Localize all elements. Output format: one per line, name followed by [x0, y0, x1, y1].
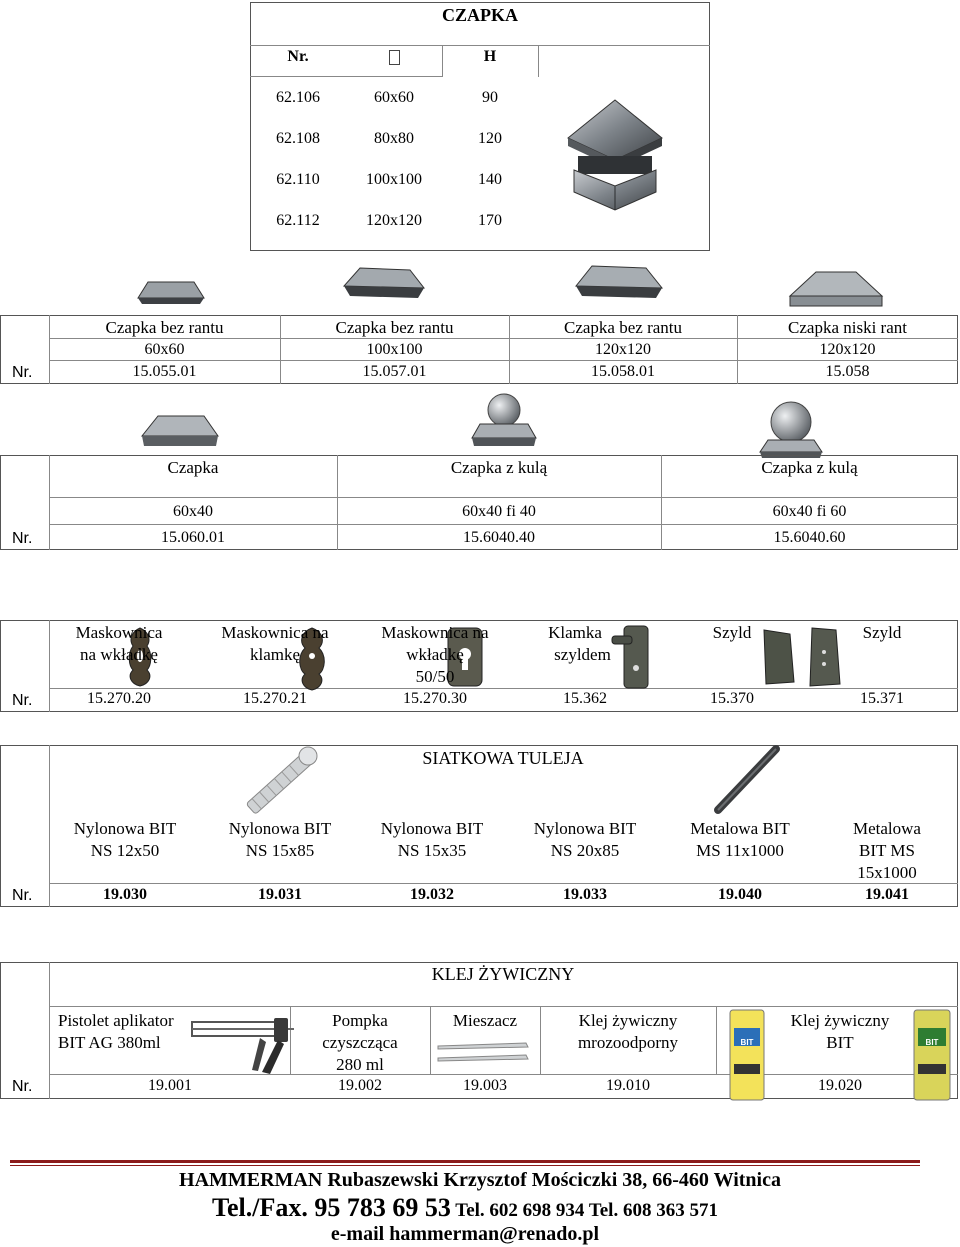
product-nr: 19.041 — [865, 886, 909, 903]
czapka-row-h: 90 — [482, 89, 498, 106]
footer-fax: Tel./Fax. 95 783 69 53 — [212, 1193, 451, 1222]
row-divider — [49, 497, 958, 498]
product-nr: 15.6040.40 — [463, 529, 535, 546]
czapka-header-size-icon — [346, 47, 442, 67]
mesh-sleeve-image — [242, 746, 322, 816]
section-title: SIATKOWA TULEJA — [422, 748, 584, 768]
metal-sleeve-image — [712, 746, 782, 814]
row-divider — [49, 338, 958, 339]
product-name-line2: szyldem — [554, 645, 611, 664]
footer-tel: Tel. 602 698 934 Tel. 608 363 571 — [450, 1200, 718, 1221]
czapka-header-nr: Nr. — [287, 48, 309, 65]
product-nr: 19.010 — [606, 1077, 650, 1094]
product-name: Maskownica na — [221, 623, 329, 642]
czapka-row-nr: 62.112 — [276, 212, 320, 229]
section-title: KLEJ ŻYWICZNY — [431, 964, 575, 984]
czapka-row-nr: 62.108 — [276, 130, 320, 147]
product-name: Metalowa — [853, 819, 921, 838]
product-nr: 19.040 — [718, 886, 762, 903]
product-name: Klej żywiczny — [578, 1011, 678, 1030]
product-nr: 15.055.01 — [132, 363, 197, 380]
product-name: Pompka — [332, 1011, 388, 1030]
nr-label: Nr. — [12, 887, 33, 904]
czapka-row-size: 100x100 — [366, 171, 422, 188]
product-nr: 19.030 — [103, 886, 147, 903]
product-nr: 19.002 — [338, 1077, 382, 1094]
product-name: Pistolet aplikator — [58, 1011, 174, 1030]
product-name: Nylonowa BIT — [73, 819, 177, 838]
product-size: 120x120 — [819, 341, 876, 358]
cartridge-brand-label: BIT — [740, 1038, 754, 1047]
row-divider — [49, 360, 958, 361]
row-divider — [49, 524, 958, 525]
row-divider — [49, 1006, 958, 1007]
product-name-line2: BIT MS — [859, 841, 915, 860]
product-name-line2: wkładkę — [406, 645, 464, 664]
product-name-line2: NS 15x35 — [397, 841, 467, 860]
product-name: Klamka — [548, 623, 602, 642]
cap-pyramid-image — [560, 98, 670, 213]
product-nr: 15.057.01 — [362, 363, 427, 380]
product-name: Czapka z kulą — [761, 458, 858, 477]
product-name: Maskownica na — [381, 623, 489, 642]
product-name: Szyld — [862, 623, 902, 642]
row-divider — [49, 1074, 958, 1075]
product-name-line2: NS 20x85 — [550, 841, 620, 860]
product-name-line2: BIT AG 380ml — [58, 1033, 161, 1052]
product-name-line2: NS 15x85 — [245, 841, 315, 860]
product-nr: 19.031 — [258, 886, 302, 903]
product-name-line2: klamkę — [249, 645, 301, 664]
product-name-line3: 280 ml — [336, 1055, 384, 1074]
czapka-row-h: 120 — [478, 130, 502, 147]
mixer-nozzle-image — [436, 1040, 532, 1068]
product-name-line2: NS 12x50 — [90, 841, 160, 860]
footer-rule — [10, 1160, 920, 1163]
product-name: Czapka bez rantu — [564, 318, 682, 337]
product-name: Maskownica — [75, 623, 163, 642]
czapka-row-nr: 62.106 — [276, 89, 320, 106]
product-name-line2: czyszcząca — [322, 1033, 398, 1052]
product-nr: 15.270.30 — [403, 690, 467, 707]
czapka-row-h: 140 — [478, 171, 502, 188]
czapka-row-h: 170 — [478, 212, 502, 229]
product-name-line2: na wkładkę — [80, 645, 158, 664]
cap-small-image — [140, 414, 220, 450]
product-name: Czapka niski rant — [788, 318, 907, 337]
product-name-line2: BIT — [826, 1033, 854, 1052]
col-divider — [49, 962, 50, 1099]
product-nr: 15.371 — [860, 690, 904, 707]
product-name-line3: 15x1000 — [857, 863, 917, 882]
product-size: 60x40 fi 60 — [772, 503, 847, 520]
product-name-line2: mrozoodporny — [577, 1033, 679, 1052]
product-nr: 19.032 — [410, 886, 454, 903]
footer-email[interactable]: e-mail hammerman@renado.pl — [330, 1223, 600, 1245]
product-name: Nylonowa BIT — [380, 819, 484, 838]
product-name-line2: MS 11x1000 — [696, 841, 784, 860]
product-name: Klej żywiczny — [790, 1011, 890, 1030]
czapka-header-h: H — [483, 48, 497, 65]
product-nr: 15.060.01 — [161, 529, 225, 546]
product-size: 60x40 — [173, 503, 213, 520]
product-nr: 15.270.20 — [87, 690, 151, 707]
czapka-row-size: 120x120 — [366, 212, 422, 229]
czapka-title: CZAPKA — [442, 5, 518, 25]
product-nr: 19.001 — [148, 1077, 192, 1094]
product-name: Czapka — [167, 458, 219, 477]
footer-address: HAMMERMAN Rubaszewski Krzysztof Mościczki 38, 66-460 Witnica — [179, 1169, 781, 1191]
czapka-title-divider — [250, 45, 710, 46]
cap-low-rim-image — [786, 270, 884, 310]
footer-rule-thin — [10, 1165, 920, 1166]
product-name: Mieszacz — [452, 1011, 518, 1030]
cap-flat-image — [136, 280, 206, 308]
cap-ball-image — [758, 400, 824, 460]
product-name-line3: 50/50 — [415, 667, 455, 686]
product-name: Nylonowa BIT — [533, 819, 637, 838]
czapka-row-size: 60x60 — [374, 89, 414, 106]
product-size: 120x120 — [595, 341, 651, 358]
czapka-row-nr: 62.110 — [276, 171, 320, 188]
col-divider — [716, 1006, 717, 1074]
product-size: 60x40 fi 40 — [462, 503, 536, 520]
czapka-row-size: 80x80 — [374, 130, 414, 147]
product-nr: 15.362 — [563, 690, 607, 707]
product-nr: 15.058 — [825, 363, 870, 380]
product-name: Czapka bez rantu — [335, 318, 454, 337]
czapka-col-divider — [538, 45, 539, 77]
product-name: Czapka z kulą — [450, 458, 548, 477]
nr-label: Nr. — [12, 692, 33, 709]
product-nr: 19.003 — [463, 1077, 507, 1094]
product-nr: 15.270.21 — [243, 690, 307, 707]
product-nr: 19.020 — [818, 1077, 862, 1094]
product-nr: 15.058.01 — [591, 363, 655, 380]
product-nr: 15.370 — [710, 690, 754, 707]
nr-label: Nr. — [12, 530, 33, 547]
resin-cartridge-image — [908, 1008, 956, 1104]
product-size: 60x60 — [144, 341, 185, 358]
product-size: 100x100 — [366, 341, 423, 358]
product-name: Metalowa BIT — [690, 819, 790, 838]
cap-flat-image — [340, 266, 426, 304]
product-name: Szyld — [712, 623, 752, 642]
product-name: Czapka bez rantu — [105, 318, 224, 337]
cap-ball-image — [468, 392, 538, 452]
resin-cartridge-image — [724, 1008, 770, 1104]
product-nr: 19.033 — [563, 886, 607, 903]
cartridge-brand-label: BIT — [925, 1038, 939, 1047]
nr-label: Nr. — [12, 1078, 33, 1095]
product-nr: 15.6040.60 — [773, 529, 846, 546]
product-name: Nylonowa BIT — [228, 819, 332, 838]
row-divider — [49, 883, 958, 884]
cap-flat-image — [572, 264, 664, 304]
nr-label: Nr. — [12, 364, 33, 381]
czapka-header-divider — [250, 76, 442, 77]
